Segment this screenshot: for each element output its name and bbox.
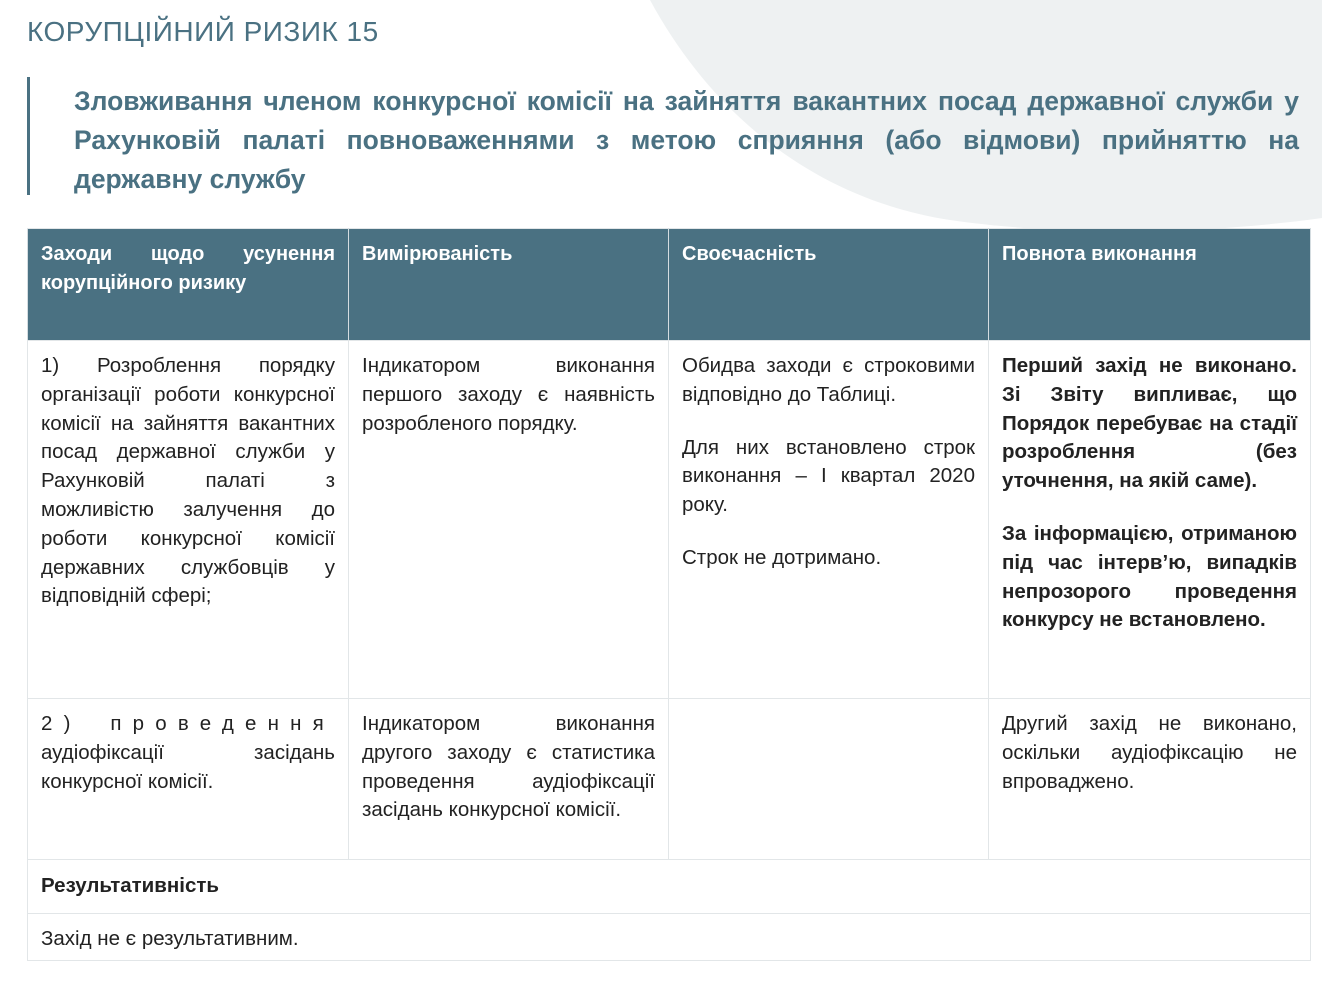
table-header-row [28, 229, 1311, 341]
page-title: Зловживання членом конкурсної комісії на зайняття вакантних посад державної служби у Рахунковій палаті повноваженнями з метою сприяння (або відмови) прийняттю на державну службу [74, 86, 1299, 194]
risk-label: КОРУПЦІЙНИЙ РИЗИК 15 [27, 16, 379, 47]
timeliness-paragraph: Строк не дотримано. [682, 545, 882, 569]
title-accent-bar [27, 77, 30, 195]
completeness-cell: Другий захід не виконано, оскільки аудіофіксацію не впроваджено. [989, 699, 1311, 860]
measure-cell: 1) Розроблення порядку організації роботи конкурсної комісії на зайняття вакантних посад державної служби у Рахунковій палаті з можливістю залучення до роботи конкурсної комісії державних службовців у відповідній сфері; [28, 341, 349, 699]
table-row [28, 699, 1311, 860]
measurability-cell: Індикатором виконання першого заходу є наявність розробленого порядку. [349, 341, 669, 699]
measurability-cell: Індикатором виконання другого заходу є статистика проведення аудіофіксації засідань конкурсної комісії. [349, 699, 669, 860]
column-header-timeliness: Своєчасність [669, 229, 989, 341]
completeness-paragraph: За інформацією, отриманою під час інтерв’ю, випадків непрозорого проведення конкурсу не встановлено. [1002, 521, 1297, 632]
measure-text: аудіофіксації засідань конкурсної комісії. [41, 740, 335, 793]
measure-cell [28, 699, 349, 860]
result-header: Результативність [28, 860, 1311, 914]
timeliness-cell [669, 699, 989, 860]
risk-table [27, 228, 1311, 961]
result-row [28, 914, 1311, 961]
timeliness-cell [669, 341, 989, 699]
column-header-completeness: Повнота виконання [989, 229, 1311, 341]
measure-prefix: 2) проведення [41, 712, 335, 735]
table-row [28, 341, 1311, 699]
timeliness-paragraph: Для них встановлено строк виконання – І квартал 2020 року. [682, 435, 975, 517]
timeliness-paragraph: Обидва заходи є строковими відповідно до Таблиці. [682, 354, 975, 406]
completeness-cell [989, 341, 1311, 699]
completeness-paragraph: Перший захід не виконано. Зі Звіту випливає, що Порядок перебуває на стадії розроблення (без уточнення, на якій саме). [1002, 354, 1297, 493]
column-header-measures: Заходи щодо усунення корупційного ризику [28, 229, 349, 341]
column-header-measurability: Вимірюваність [349, 229, 669, 341]
result-header-row [28, 860, 1311, 914]
result-text: Захід не є результативним. [28, 914, 1311, 961]
